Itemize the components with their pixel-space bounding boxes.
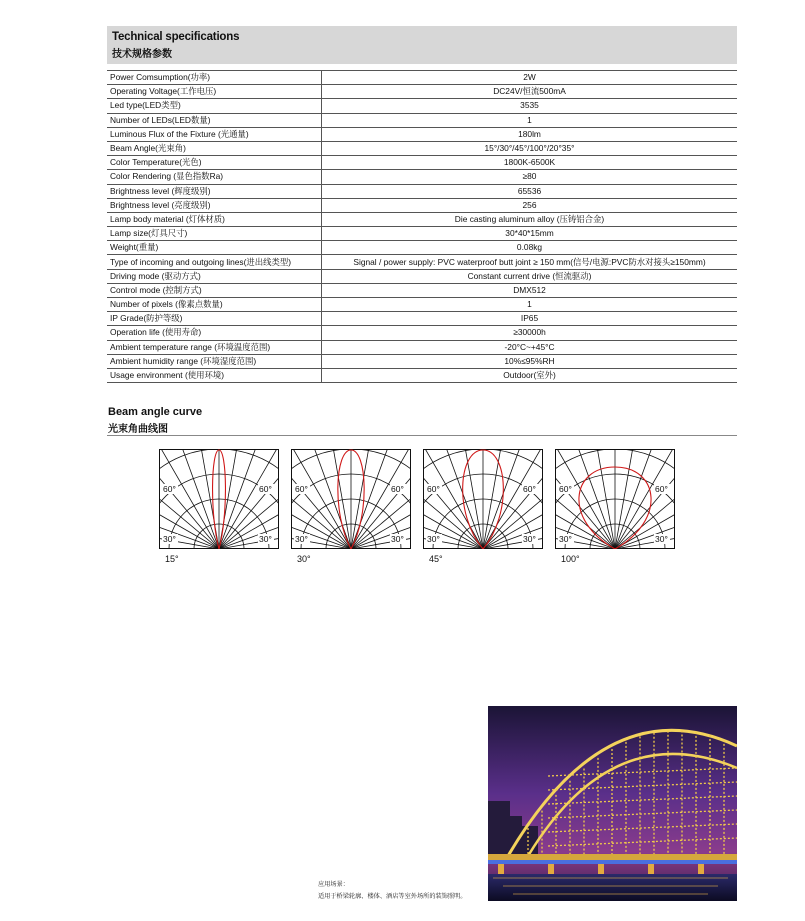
spec-label: Led type(LED类型) xyxy=(107,99,322,113)
spec-row xyxy=(107,99,737,113)
spec-label: Operation life (使用寿命) xyxy=(107,326,322,340)
spec-header-band xyxy=(107,26,737,64)
spec-label: Brightness level (亮度级别) xyxy=(107,198,322,212)
bridge-photo xyxy=(488,706,737,901)
spec-label: Lamp body material (灯体材质) xyxy=(107,212,322,226)
caption-title: 应用场景： xyxy=(318,881,349,888)
spec-label: Number of pixels (像素点数量) xyxy=(107,298,322,312)
spec-value: -20°C~+45°C xyxy=(322,340,738,354)
spec-label: IP Grade(防护等级) xyxy=(107,312,322,326)
spec-value: 10%≤95%RH xyxy=(322,354,738,368)
curve-tick-label: 30° xyxy=(391,534,404,544)
spec-table xyxy=(107,70,737,383)
spec-value: 1800K-6500K xyxy=(322,156,738,170)
spec-value: Die casting aluminum alloy (压铸铝合金) xyxy=(322,212,738,226)
spec-value: 30*40*15mm xyxy=(322,227,738,241)
spec-label: Driving mode (驱动方式) xyxy=(107,269,322,283)
spec-label: Operating Voltage(工作电压) xyxy=(107,85,322,99)
spec-value: DC24V/恒流500mA xyxy=(322,85,738,99)
spec-row xyxy=(107,241,737,255)
beam-curve-diagram xyxy=(555,449,675,549)
curve-tick-label: 60° xyxy=(259,484,272,494)
spec-row xyxy=(107,212,737,226)
spec-value: 180lm xyxy=(322,127,738,141)
spec-label: Color Rendering (显色指数Ra) xyxy=(107,170,322,184)
beam-section-header xyxy=(107,405,737,436)
curve-tick-label: 60° xyxy=(559,484,572,494)
curve-tick-label: 60° xyxy=(655,484,668,494)
spec-title-en: Technical specifications xyxy=(112,31,240,43)
spec-value: 65536 xyxy=(322,184,738,198)
curve-tick-label: 60° xyxy=(523,484,536,494)
beam-curve-diagram xyxy=(291,449,411,549)
spec-row xyxy=(107,113,737,127)
spec-label: Beam Angle(光束角) xyxy=(107,141,322,155)
spec-row xyxy=(107,269,737,283)
spec-row xyxy=(107,198,737,212)
curve-angle-label: 100° xyxy=(561,554,580,564)
curve-tick-label: 30° xyxy=(259,534,272,544)
spec-value: Signal / power supply: PVC waterproof butt joint ≥ 150 mm(信号/电源:PVC防水对接头≥150mm) xyxy=(322,255,738,269)
spec-row xyxy=(107,354,737,368)
spec-value: ≥80 xyxy=(322,170,738,184)
curve-tick-label: 30° xyxy=(559,534,572,544)
spec-value: 256 xyxy=(322,198,738,212)
spec-label: Control mode (控制方式) xyxy=(107,283,322,297)
spec-row xyxy=(107,85,737,99)
spec-value: 1 xyxy=(322,298,738,312)
spec-row xyxy=(107,141,737,155)
spec-row xyxy=(107,156,737,170)
curve-tick-label: 30° xyxy=(523,534,536,544)
spec-label: Weight(重量) xyxy=(107,241,322,255)
spec-value: 15°/30°/45°/100°/20°35° xyxy=(322,141,738,155)
spec-value: ≥30000h xyxy=(322,326,738,340)
spec-label: Type of incoming and outgoing lines(进出线类型) xyxy=(107,255,322,269)
spec-label: Luminous Flux of the Fixture (光通量) xyxy=(107,127,322,141)
spec-label: Color Temperature(光色) xyxy=(107,156,322,170)
curve-tick-label: 30° xyxy=(427,534,440,544)
beam-curve-diagram xyxy=(159,449,279,549)
beam-title-zh: 光束角曲线图 xyxy=(108,424,168,435)
spec-row xyxy=(107,227,737,241)
spec-value: Constant current drive (恒流驱动) xyxy=(322,269,738,283)
spec-label: Power Comsumption(功率) xyxy=(107,71,322,85)
curve-angle-label: 45° xyxy=(429,554,443,564)
spec-row xyxy=(107,170,737,184)
beam-curve-diagram xyxy=(423,449,543,549)
spec-row xyxy=(107,312,737,326)
caption-text: 适用于桥梁轮廓、楼体、酒店等室外场所的装饰照明。 xyxy=(318,893,467,900)
spec-value: 3535 xyxy=(322,99,738,113)
spec-label: Usage environment (使用环境) xyxy=(107,368,322,382)
curve-tick-label: 30° xyxy=(295,534,308,544)
spec-label: Ambient humidity range (环境湿度范围) xyxy=(107,354,322,368)
curve-tick-label: 60° xyxy=(163,484,176,494)
spec-value: 1 xyxy=(322,113,738,127)
spec-row xyxy=(107,326,737,340)
spec-row xyxy=(107,255,737,269)
spec-row xyxy=(107,184,737,198)
spec-row xyxy=(107,283,737,297)
curve-tick-label: 60° xyxy=(295,484,308,494)
spec-label: Lamp size(灯具尺寸) xyxy=(107,227,322,241)
spec-value: 0.08kg xyxy=(322,241,738,255)
application-caption xyxy=(318,879,488,903)
curve-tick-label: 60° xyxy=(391,484,404,494)
beam-title-en: Beam angle curve xyxy=(108,406,203,418)
spec-label: Brightness level (辉度级别) xyxy=(107,184,322,198)
curve-tick-label: 60° xyxy=(427,484,440,494)
spec-value: 2W xyxy=(322,71,738,85)
spec-label: Ambient temperature range (环境温度范围) xyxy=(107,340,322,354)
spec-row xyxy=(107,368,737,382)
curve-angle-label: 15° xyxy=(165,554,179,564)
spec-row xyxy=(107,298,737,312)
curve-tick-label: 30° xyxy=(655,534,668,544)
curve-angle-label: 30° xyxy=(297,554,311,564)
spec-value: IP65 xyxy=(322,312,738,326)
spec-value: DMX512 xyxy=(322,283,738,297)
spec-row xyxy=(107,71,737,85)
spec-row xyxy=(107,340,737,354)
spec-label: Number of LEDs(LED数量) xyxy=(107,113,322,127)
spec-title-zh: 技术规格参数 xyxy=(112,49,172,60)
spec-row xyxy=(107,127,737,141)
spec-value: Outdoor(室外) xyxy=(322,368,738,382)
curve-tick-label: 30° xyxy=(163,534,176,544)
